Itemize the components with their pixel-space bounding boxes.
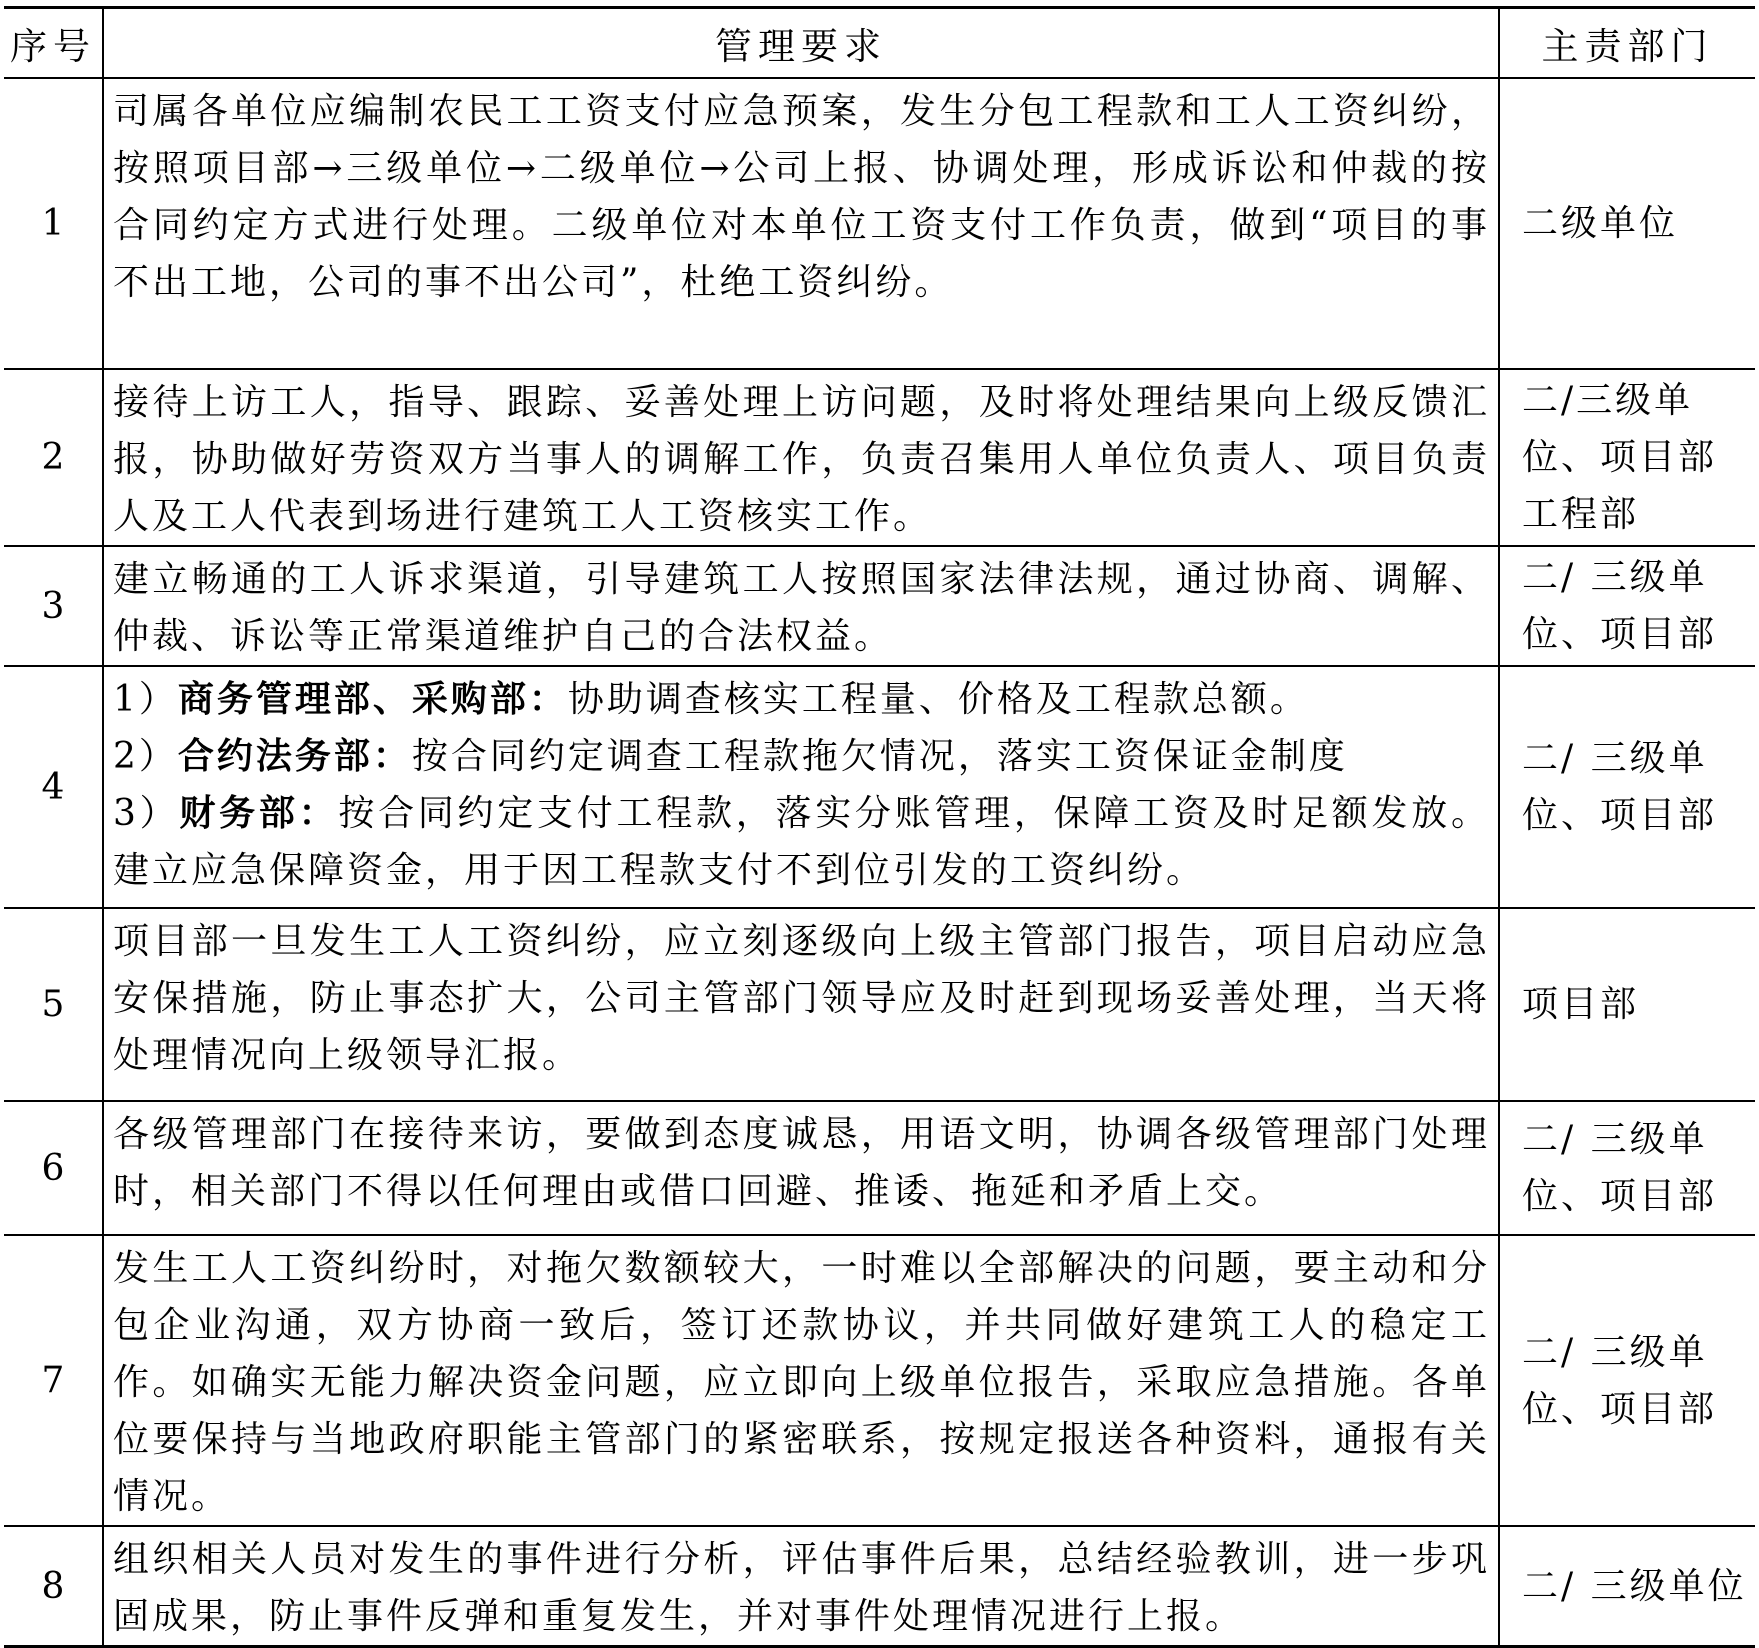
table-row xyxy=(4,369,1755,546)
item-text: 按合同约定支付工程款，落实分账管理，保障工资及时足额发放。建立应急保障资金，用于因工程款支付不到位引发的工资纠纷。 xyxy=(113,793,1490,891)
row-number: 6 xyxy=(4,1101,103,1235)
responsible-department: 二/ 三级单位、项目部 xyxy=(1499,1101,1755,1235)
row-number: 1 xyxy=(4,78,103,369)
table-row xyxy=(4,1235,1755,1526)
header-num: 序号 xyxy=(4,8,103,79)
requirement-text: 建立畅通的工人诉求渠道，引导建筑工人按照国家法律法规，通过协商、调解、仲裁、诉讼等正常渠道维护自己的合法权益。 xyxy=(103,546,1499,666)
management-requirements-table xyxy=(4,6,1755,1648)
table-row xyxy=(4,666,1755,908)
row-number: 3 xyxy=(4,546,103,666)
header-department: 主责部门 xyxy=(1499,8,1755,79)
requirement-item-commerce xyxy=(113,671,1490,728)
requirement-text: 组织相关人员对发生的事件进行分析，评估事件后果，总结经验教训，进一步巩固成果，防止事件反弹和重复发生，并对事件处理情况进行上报。 xyxy=(103,1526,1499,1647)
responsible-department: 项目部 xyxy=(1499,908,1755,1101)
responsible-department: 二/ 三级单位、项目部 xyxy=(1499,666,1755,908)
row-number: 7 xyxy=(4,1235,103,1526)
table-row xyxy=(4,546,1755,666)
item-text: 按合同约定调查工程款拖欠情况，落实工资保证金制度 xyxy=(411,736,1348,777)
header-requirement: 管理要求 xyxy=(103,8,1499,79)
item-label: 合约法务部： xyxy=(177,735,412,777)
responsible-department: 二/三级单位、项目部工程部 xyxy=(1499,369,1755,546)
responsible-department: 二/ 三级单位、项目部 xyxy=(1499,546,1755,666)
requirement-text: 项目部一旦发生工人工资纠纷，应立刻逐级向上级主管部门报告，项目启动应急安保措施，防止事态扩大，公司主管部门领导应及时赶到现场妥善处理，当天将处理情况向上级领导汇报。 xyxy=(103,908,1499,1101)
row-number: 2 xyxy=(4,369,103,546)
table-row xyxy=(4,908,1755,1101)
requirement-item-finance xyxy=(113,785,1490,899)
requirement-text: 各级管理部门在接待来访，要做到态度诚恳，用语文明，协调各级管理部门处理时，相关部门不得以任何理由或借口回避、推诿、拖延和矛盾上交。 xyxy=(103,1101,1499,1235)
table-row xyxy=(4,78,1755,369)
item-label: 商务管理部、采购部： xyxy=(177,678,568,720)
table-header-row xyxy=(4,8,1755,79)
table-row xyxy=(4,1526,1755,1647)
item-prefix: 3） xyxy=(113,793,180,834)
requirement-text: 接待上访工人，指导、跟踪、妥善处理上访问题，及时将处理结果向上级反馈汇报，协助做好劳资双方当事人的调解工作，负责召集用人单位负责人、项目负责人及工人代表到场进行建筑工人工资核实工作。 xyxy=(103,369,1499,546)
requirement-text: 司属各单位应编制农民工工资支付应急预案，发生分包工程款和工人工资纠纷，按照项目部→三级单位→二级单位→公司上报、协调处理，形成诉讼和仲裁的按合同约定方式进行处理。二级单位对本单位工资支付工作负责，做到“项目的事不出工地，公司的事不出公司”，杜绝工资纠纷。 xyxy=(103,78,1499,369)
row-number: 8 xyxy=(4,1526,103,1647)
responsible-department: 二级单位 xyxy=(1499,78,1755,369)
item-prefix: 2） xyxy=(113,736,178,777)
table-row xyxy=(4,1101,1755,1235)
item-prefix: 1） xyxy=(113,679,178,720)
item-label: 财务部： xyxy=(179,792,339,834)
item-text: 协助调查核实工程量、价格及工程款总额。 xyxy=(567,679,1309,720)
requirement-text: 发生工人工资纠纷时，对拖欠数额较大，一时难以全部解决的问题，要主动和分包企业沟通，双方协商一致后，签订还款协议，并共同做好建筑工人的稳定工作。如确实无能力解决资金问题，应立即向上级单位报告，采取应急措施。各单位要保持与当地政府职能主管部门的紧密联系，按规定报送各种资料，通报有关情况。 xyxy=(103,1235,1499,1526)
responsible-department: 二/ 三级单位 xyxy=(1499,1526,1755,1647)
row-number: 5 xyxy=(4,908,103,1101)
requirement-item-legal xyxy=(113,728,1490,785)
requirement-list xyxy=(103,666,1499,908)
responsible-department: 二/ 三级单位、项目部 xyxy=(1499,1235,1755,1526)
row-number: 4 xyxy=(4,666,103,908)
